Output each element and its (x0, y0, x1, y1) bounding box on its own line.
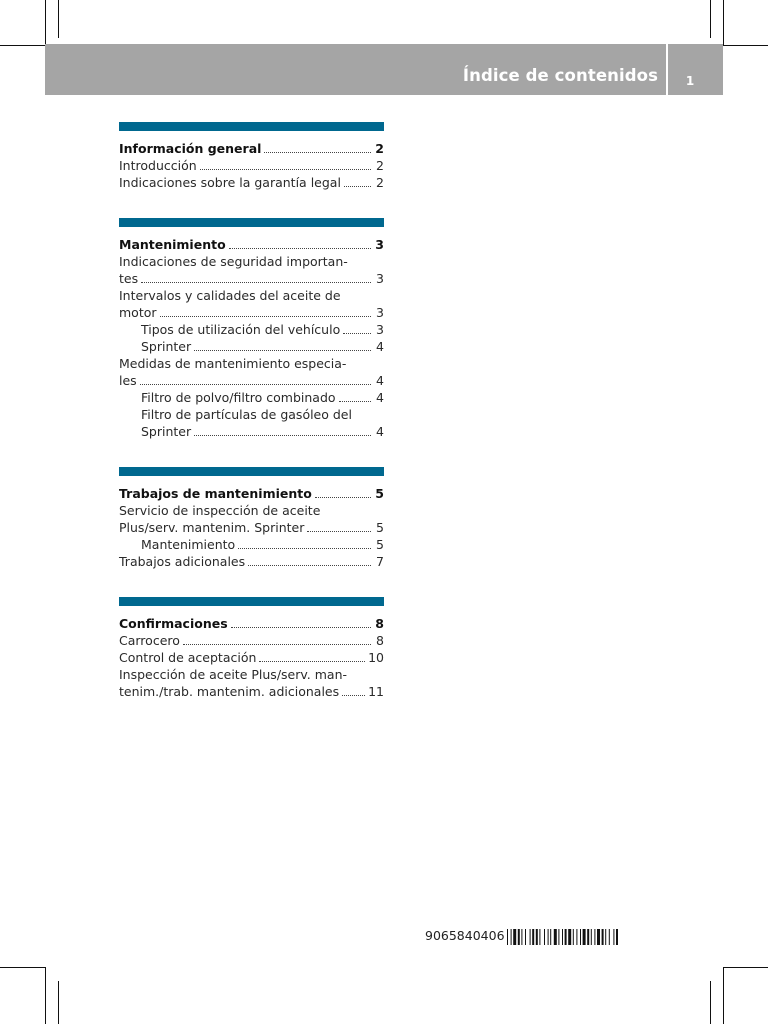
toc-page-number: 2 (375, 141, 384, 156)
dot-leader (259, 660, 365, 662)
toc-entry[interactable] (119, 270, 384, 287)
toc-entry-label: Mantenimiento (141, 537, 236, 552)
crop-mark (58, 981, 59, 1024)
dot-leader (160, 315, 371, 317)
dot-leader (194, 349, 371, 351)
crop-mark (723, 967, 768, 968)
crop-mark (0, 967, 46, 968)
toc-entry-label: Indicaciones sobre la garantía legal (119, 175, 341, 190)
crop-mark (45, 0, 46, 45)
toc-entry-label: motor (119, 305, 157, 320)
toc-page-number: 3 (376, 305, 384, 320)
toc-entry-label: Tipos de utilización del vehículo (141, 322, 341, 337)
dot-leader (194, 434, 371, 436)
toc-entry[interactable] (119, 157, 384, 174)
toc-entry-label: les (119, 373, 137, 388)
dot-leader (315, 496, 371, 498)
dot-leader (238, 547, 371, 549)
dot-leader (141, 281, 371, 283)
toc-entry-label: Trabajos adicionales (119, 554, 246, 569)
page-number: 1 (685, 74, 695, 88)
toc-page-number: 2 (376, 175, 384, 190)
page-title: Índice de contenidos (462, 66, 658, 85)
toc-entry-label: Carrocero (119, 633, 180, 648)
toc-section (119, 218, 384, 440)
barcode-icon (507, 929, 667, 945)
crop-mark (723, 45, 768, 46)
toc-entry-label: Mantenimiento (119, 237, 226, 252)
toc-page-number: 4 (376, 373, 384, 388)
toc-entry-label: tenim./trab. mantenim. adicionales (119, 684, 340, 699)
dot-leader (140, 383, 371, 385)
toc-entry-line[interactable]: Indicaciones de seguridad importan- (119, 254, 348, 269)
toc-section-heading[interactable] (119, 140, 384, 157)
toc-section-heading[interactable] (119, 615, 384, 632)
dot-leader (231, 626, 371, 628)
crop-mark (58, 0, 59, 38)
toc-entry[interactable] (119, 683, 384, 700)
crop-mark (45, 967, 46, 1024)
dot-leader (200, 168, 371, 170)
toc-entry-label: Control de aceptación (119, 650, 257, 665)
toc-page-number: 3 (375, 237, 384, 252)
section-bar (119, 467, 384, 476)
dot-leader (264, 151, 371, 153)
toc-page-number: 10 (368, 650, 384, 665)
toc-entry[interactable] (119, 553, 384, 570)
dot-leader (248, 564, 371, 566)
toc-entry-label: Confirmaciones (119, 616, 228, 631)
crop-mark (710, 981, 711, 1024)
crop-mark (0, 45, 46, 46)
toc-page-number: 8 (375, 616, 384, 631)
toc-section (119, 467, 384, 570)
toc-entry-label: Sprinter (141, 339, 192, 354)
toc-entry[interactable] (119, 632, 384, 649)
toc-page-number: 3 (376, 271, 384, 286)
dot-leader (229, 247, 371, 249)
toc-page-number: 8 (376, 633, 384, 648)
section-bar (119, 122, 384, 131)
crop-mark (710, 0, 711, 38)
document-number: 9065840406 (425, 928, 505, 943)
crop-mark (723, 967, 724, 1024)
toc-page-number: 5 (376, 520, 384, 535)
dot-leader (183, 643, 371, 645)
toc-entry[interactable] (119, 423, 384, 440)
toc-entry[interactable] (119, 519, 384, 536)
dot-leader (343, 332, 371, 334)
toc-page-number: 3 (376, 322, 384, 337)
dot-leader (344, 185, 371, 187)
toc-entry[interactable] (119, 338, 384, 355)
toc-entry-label: Información general (119, 141, 262, 156)
toc-entry-line[interactable]: Medidas de mantenimiento especia- (119, 356, 347, 371)
toc-entry[interactable] (119, 389, 384, 406)
table-of-contents (119, 122, 384, 727)
toc-entry-line[interactable]: Filtro de partículas de gasóleo del (141, 407, 352, 422)
toc-entry[interactable] (119, 536, 384, 553)
toc-page-number: 5 (375, 486, 384, 501)
toc-page-number: 11 (368, 684, 384, 699)
toc-entry-line[interactable]: Servicio de inspección de aceite (119, 503, 321, 518)
toc-entry[interactable] (119, 372, 384, 389)
toc-page-number: 2 (376, 158, 384, 173)
toc-entry-label: Filtro de polvo/filtro combinado (141, 390, 336, 405)
toc-page-number: 5 (376, 537, 384, 552)
toc-entry-line[interactable]: Inspección de aceite Plus/serv. man- (119, 667, 348, 682)
toc-entry-line[interactable]: Intervalos y calidades del aceite de (119, 288, 341, 303)
dot-leader (307, 530, 371, 532)
toc-section (119, 122, 384, 191)
toc-page-number: 7 (376, 554, 384, 569)
toc-section-heading[interactable] (119, 485, 384, 502)
toc-page-number: 4 (376, 424, 384, 439)
toc-page-number: 4 (376, 390, 384, 405)
toc-entry-label: tes (119, 271, 139, 286)
dot-leader (339, 400, 371, 402)
toc-entry[interactable] (119, 321, 384, 338)
toc-entry[interactable] (119, 174, 384, 191)
toc-entry[interactable] (119, 649, 384, 666)
toc-section (119, 597, 384, 700)
section-bar (119, 597, 384, 606)
toc-entry[interactable] (119, 304, 384, 321)
toc-entry-label: Introducción (119, 158, 197, 173)
toc-entry-label: Trabajos de mantenimiento (119, 486, 312, 501)
toc-entry-label: Sprinter (141, 424, 192, 439)
dot-leader (342, 694, 365, 696)
crop-mark (723, 0, 724, 45)
toc-page-number: 4 (376, 339, 384, 354)
section-bar (119, 218, 384, 227)
toc-section-heading[interactable] (119, 236, 384, 253)
header-divider (666, 44, 668, 95)
toc-entry-label: Plus/serv. mantenim. Sprinter (119, 520, 305, 535)
